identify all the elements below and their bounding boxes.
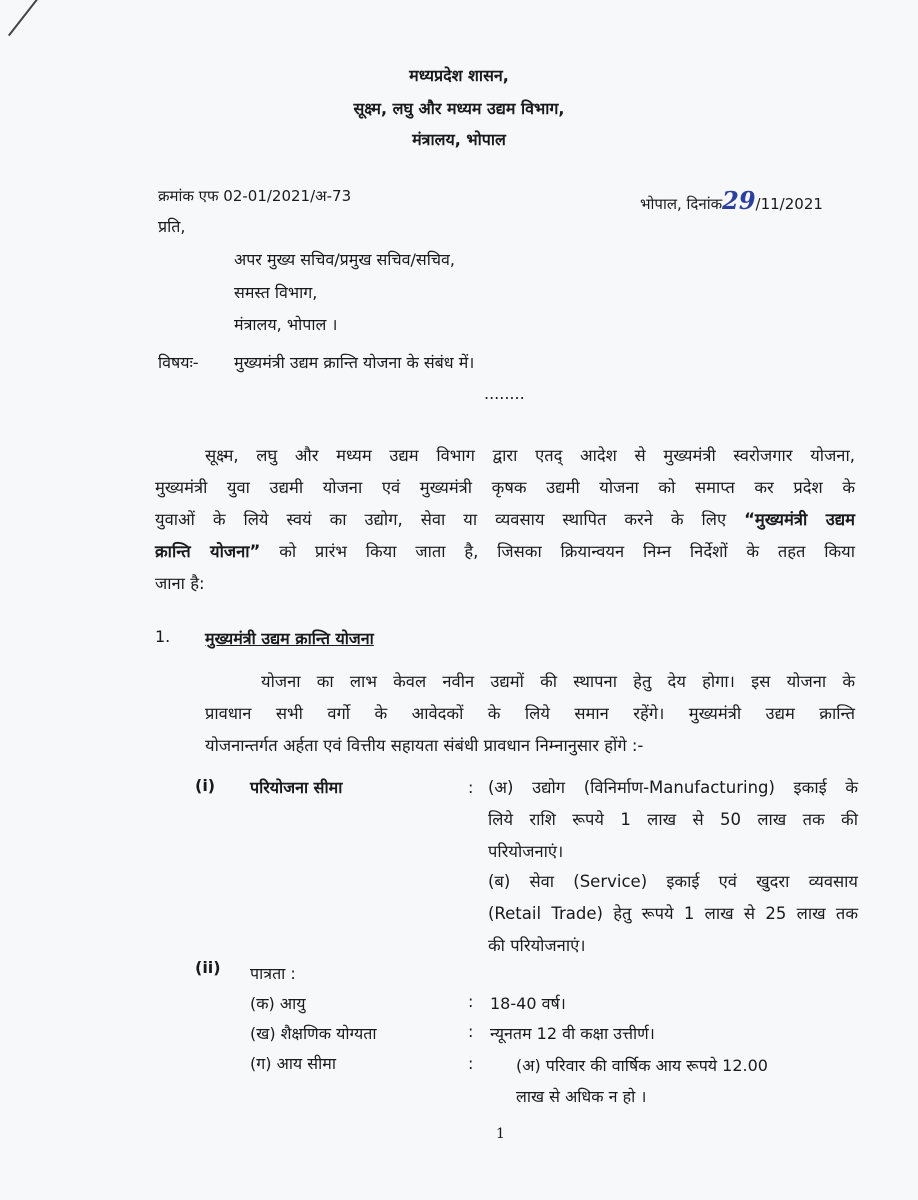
scheme-name-bold-2: क्रान्ति योजना”	[155, 542, 261, 561]
intro-line-1: सूक्ष्म, लघु और मध्यम उद्यम विभाग द्वारा एतद् आदेश से मुख्यमंत्री स्वरोजगार योजना,	[205, 446, 855, 465]
subject-dots: ........	[484, 384, 525, 403]
section-1-line-3: योजनान्तर्गत अर्हता एवं वित्तीय सहायता संबंधी प्रावधान निम्नानुसार होंगे :-	[205, 736, 644, 755]
item-i-b-line-1: (ब) सेवा (Service) इकाई एवं खुदरा व्यवसाय	[488, 872, 858, 891]
item-i-colon: :	[468, 778, 474, 797]
intro-line-4-text: को प्रारंभ किया जाता है, जिसका क्रियान्वयन निम्न निर्देशों के तहत किया	[279, 542, 856, 561]
item-i-number: (i)	[195, 776, 216, 795]
to-line-3: मंत्रालय, भोपाल ।	[234, 315, 338, 334]
intro-line-2: मुख्यमंत्री युवा उद्यमी योजना एवं मुख्यमंत्री कृषक उद्यमी योजना को समाप्त कर प्रदेश के	[155, 478, 855, 497]
page-number: 1	[496, 1126, 505, 1142]
eligibility-colon-education: :	[468, 1022, 474, 1041]
date-day-handwritten: 29	[722, 186, 756, 215]
scheme-name-bold-1: “मुख्यमंत्री उद्यम	[744, 510, 856, 529]
item-i-label: परियोजना सीमा	[250, 778, 343, 797]
eligibility-label-income: (ग) आय सीमा	[250, 1054, 336, 1073]
eligibility-colon-age: :	[468, 992, 474, 1011]
subject-text: मुख्यमंत्री उद्यम क्रान्ति योजना के संबंध में।	[234, 353, 475, 372]
item-i-option-a	[488, 772, 858, 868]
eligibility-value-age: 18-40 वर्ष।	[490, 994, 566, 1013]
section-1-line-1: योजना का लाभ केवल नवीन उद्यमों की स्थापना हेतु देय होगा। इस योजना के	[261, 672, 855, 691]
date-prefix: भोपाल, दिनांक	[640, 195, 723, 213]
section-1-paragraph	[205, 666, 855, 762]
subject-label: विषयः-	[158, 353, 199, 372]
eligibility-value-income-line-2: लाख से अधिक न हो ।	[516, 1087, 647, 1106]
date-line	[640, 186, 823, 215]
header-department: सूक्ष्म, लघु और मध्यम उद्यम विभाग,	[353, 99, 565, 118]
item-i-option-b	[488, 866, 858, 962]
eligibility-colon-income: :	[468, 1054, 474, 1073]
corner-pen-mark	[8, 0, 42, 36]
section-1-number: 1.	[155, 627, 171, 646]
intro-line-3	[155, 504, 855, 536]
header-location: मंत्रालय, भोपाल	[412, 130, 506, 149]
intro-line-5: जाना है:	[155, 574, 205, 593]
eligibility-value-education: न्यूनतम 12 वी कक्षा उत्तीर्ण।	[490, 1024, 655, 1043]
section-1-line-2: प्रावधान सभी वर्गो के आवेदकों के लिये समान रहेंगे। मुख्यमंत्री उद्यम क्रान्ति	[205, 704, 855, 723]
eligibility-label-education: (ख) शैक्षणिक योग्यता	[250, 1024, 377, 1043]
item-i-b-line-2: (Retail Trade) हेतु रूपये 1 लाख से 25 लाख तक	[488, 904, 858, 923]
item-i-a-line-2: लिये राशि रूपये 1 लाख से 50 लाख तक की	[488, 810, 858, 829]
intro-paragraph	[155, 440, 855, 600]
date-suffix: /11/2021	[755, 195, 823, 213]
intro-line-3-text: युवाओं के लिये स्वयं का उद्योग, सेवा या व्यवसाय स्थापित करने के लिए	[155, 510, 727, 529]
reference-number: क्रमांक एफ 02-01/2021/अ-73	[158, 187, 352, 205]
to-line-2: समस्त विभाग,	[234, 283, 318, 302]
to-line-1: अपर मुख्य सचिव/प्रमुख सचिव/सचिव,	[234, 250, 455, 269]
item-i-a-line-3: परियोजनाएं।	[488, 842, 564, 861]
header-government: मध्यप्रदेश शासन,	[409, 66, 509, 85]
intro-line-4	[155, 536, 855, 568]
to-label: प्रति,	[158, 217, 186, 236]
eligibility-value-income: (अ) परिवार की वार्षिक आय रूपये 12.00	[516, 1056, 768, 1075]
item-i-a-line-1: (अ) उद्योग (विनिर्माण-Manufacturing) इकाई के	[488, 778, 858, 797]
item-i-b-line-3: की परियोजनाएं।	[488, 936, 586, 955]
section-1-title: मुख्यमंत्री उद्यम क्रान्ति योजना	[205, 629, 374, 648]
item-ii-label: पात्रता :	[250, 964, 296, 983]
eligibility-label-age: (क) आयु	[250, 994, 306, 1013]
item-ii-number: (ii)	[195, 958, 221, 977]
